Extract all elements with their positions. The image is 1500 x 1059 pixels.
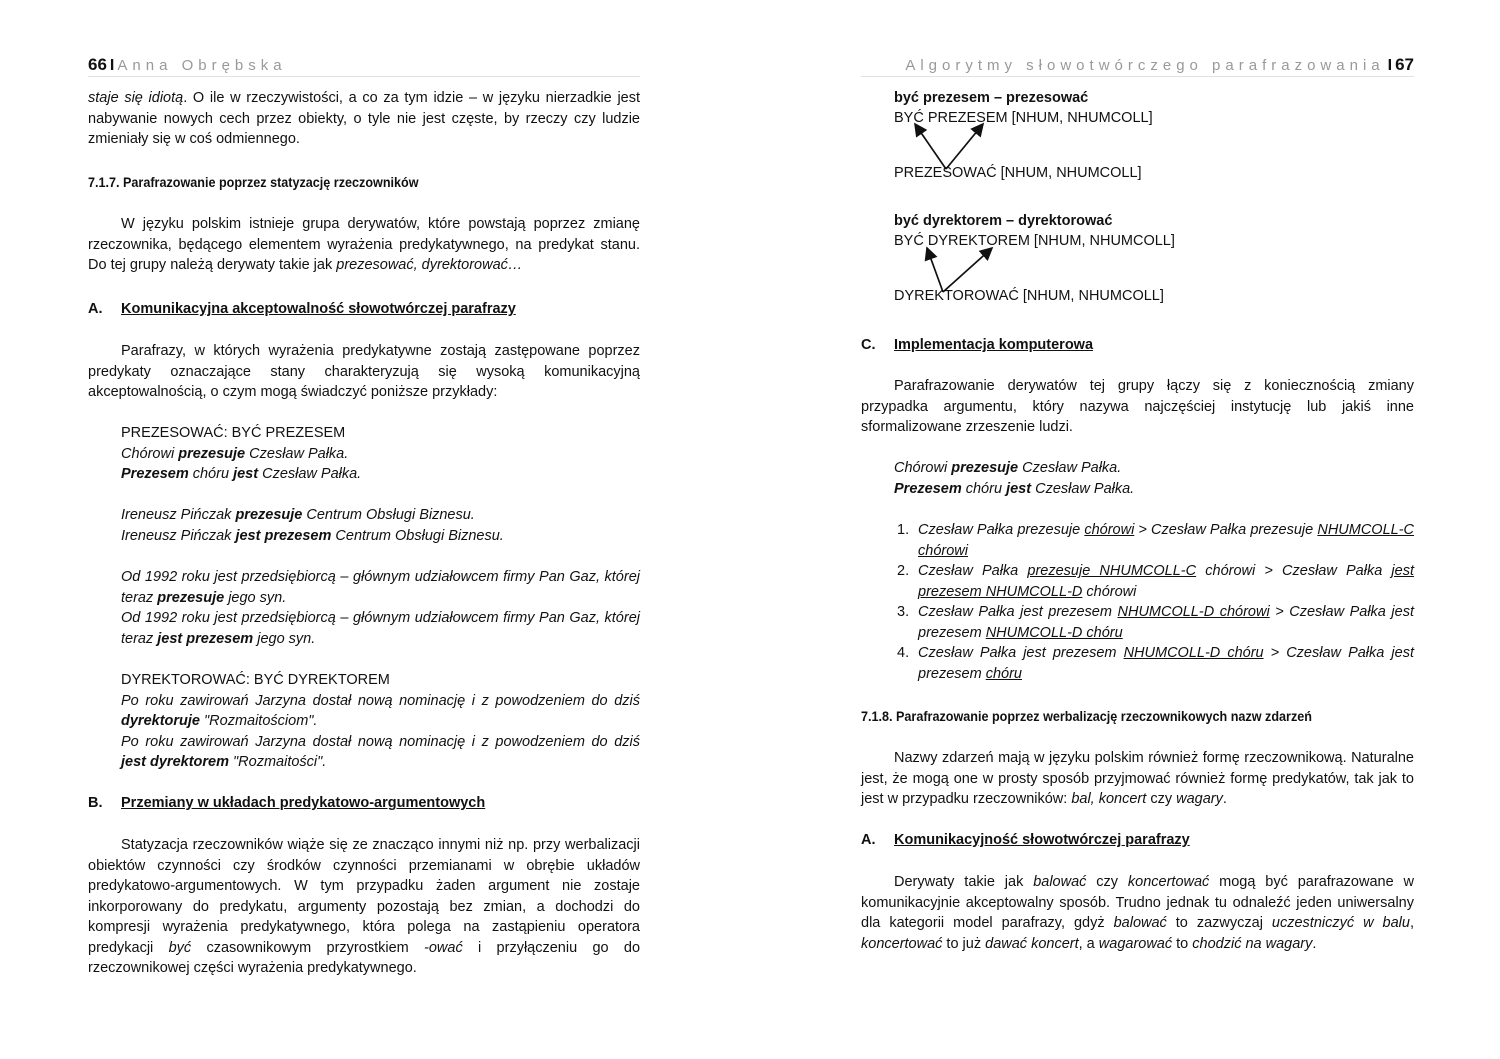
subsection-c-heading <box>861 335 1414 356</box>
example-text: Chórowi <box>894 460 952 476</box>
example-text: Ireneusz Pińczak <box>121 527 236 544</box>
paragraph-b <box>88 835 640 979</box>
italic-text: wagary <box>1176 791 1223 807</box>
list-text: Czesław Pałka jest prezesem <box>918 645 1124 661</box>
body-text: to zazwyczaj <box>1166 915 1272 931</box>
list-text: > Czesław Pałka prezesuje <box>1134 522 1318 538</box>
list-number: 4. <box>897 645 910 661</box>
example-block-2 <box>88 505 640 546</box>
derivation-diagram-2 <box>861 211 1281 311</box>
subsection-title: Komunikacyjna akceptowalność słowotwórczej parafrazy <box>121 301 516 317</box>
example-text: "Rozmaitości". <box>229 754 327 770</box>
example-text: Centrum Obsługi Biznesu. <box>331 527 504 544</box>
running-head-author: Anna Obrębska <box>117 57 287 74</box>
subsection-a-heading <box>88 299 640 320</box>
list-text: chórowi <box>1082 583 1137 600</box>
body-text: to <box>1172 935 1193 952</box>
underlined-text: NHUMCOLL-C chórowi <box>918 522 1415 559</box>
italic-text: koncertować <box>1127 874 1210 890</box>
body-text: czy <box>1146 791 1177 807</box>
bold-term: prezesuje <box>951 460 1019 476</box>
underlined-text: NHUMCOLL-D chórowi <box>1117 604 1270 620</box>
subsection-letter: A. <box>88 301 103 317</box>
diagram-source: BYĆ PREZESEM [NHUM, NHUMCOLL] <box>894 110 1153 126</box>
page-number: 66 <box>88 55 107 74</box>
subsection-letter: A. <box>861 832 876 848</box>
underlined-text: chórowi <box>1084 522 1135 538</box>
italic-text: -ować <box>424 939 463 956</box>
body-text: to już <box>942 935 986 952</box>
italic-text: uczestniczyć w balu <box>1271 915 1410 931</box>
list-number: 2. <box>897 563 910 579</box>
subsection-letter: B. <box>88 795 103 811</box>
example-text: jego syn. <box>253 630 316 647</box>
body-text: . <box>1222 791 1227 807</box>
body-text: , <box>1409 915 1414 931</box>
subsection-b-heading <box>88 793 640 814</box>
right-page <box>861 0 1414 1059</box>
example-heading: PREZESOWAĆ: BYĆ PREZESEM <box>121 425 346 441</box>
subsection-title: Przemiany w układach predykatowo-argumentowych <box>121 795 486 811</box>
example-text: Ireneusz Pińczak <box>121 507 236 523</box>
body-text: czasownikowym przyrostkiem <box>191 939 425 956</box>
diagram-source: BYĆ DYREKTOREM [NHUM, NHUMCOLL] <box>894 233 1175 249</box>
example-text: Czesław Pałka. <box>258 466 362 482</box>
bold-term: Prezesem <box>894 480 962 497</box>
example-text: "Rozmaitościom". <box>199 713 318 729</box>
list-item <box>897 561 1414 602</box>
example-heading: DYREKTOROWAĆ: BYĆ DYREKTOREM <box>121 672 390 688</box>
list-item <box>897 520 1414 561</box>
page-header <box>88 54 640 77</box>
body-text: i przyłączeniu go do rzeczownikowej części wyrażenia predykatywnego. <box>88 939 641 976</box>
paragraph-e <box>861 872 1414 954</box>
example-text: Chórowi <box>121 445 179 462</box>
list-text: > Czesław Pałka jest prezesem <box>918 604 1414 641</box>
section-heading-7-1-8: 7.1.8. Parafrazowanie poprzez werbalizację rzeczownikowych nazw zdarzeń <box>861 708 1312 724</box>
italic-text: balować <box>1113 915 1167 931</box>
list-text: Czesław Pałka jest prezesem <box>918 604 1118 620</box>
body-text: W języku polskim istnieje grupa derywatów, które powstają poprzez zmianę rzeczownika, będącego elementem wyrażenia predykatywnego, na predykat stanu. Do tej grupy należą derywaty takie jak <box>88 216 640 273</box>
header-separator: I <box>109 57 115 74</box>
italic-text: chodzić na wagary <box>1192 935 1313 952</box>
bold-term: Prezesem <box>121 466 189 482</box>
left-page <box>88 0 640 1059</box>
list-text: Czesław Pałka <box>918 563 1028 579</box>
example-block-3 <box>88 567 640 649</box>
italic-text: dawać koncert <box>985 935 1079 952</box>
italic-text: balować <box>1033 874 1087 890</box>
subsection-title: Implementacja komputerowa <box>894 337 1094 353</box>
example-text: Po roku zawirowań Jarzyna dostał nową nominację i z powodzeniem do dziś <box>121 692 640 709</box>
list-text: > Czesław Pałka jest prezesem <box>918 645 1414 682</box>
list-item <box>897 643 1414 684</box>
paragraph-d <box>861 748 1414 810</box>
example-text: Czesław Pałka. <box>1031 480 1135 497</box>
subsection-title: Komunikacyjność słowotwórczej parafrazy <box>894 832 1190 848</box>
example-text: Czesław Pałka. <box>245 445 349 462</box>
paragraph-continuation <box>88 88 640 150</box>
bold-term: dyrektoruje <box>121 713 200 729</box>
bold-term: prezesuje <box>178 445 246 462</box>
example-text: chóru <box>188 466 234 482</box>
list-number: 3. <box>897 604 910 620</box>
list-text: chórowi > Czesław Pałka <box>1196 563 1392 579</box>
example-block-4 <box>88 670 640 773</box>
example-block <box>861 458 1414 499</box>
diagram-derivative: DYREKTOROWAĆ [NHUM, NHUMCOLL] <box>894 288 1164 304</box>
example-text: Od 1992 roku jest przedsiębiorcą – głównym udziałowcem firmy Pan Gaz, której teraz <box>121 569 640 606</box>
example-text: Centrum Obsługi Biznesu. <box>302 507 475 523</box>
italic-text: staje się idiotą <box>88 90 184 106</box>
bold-term: jest dyrektorem <box>121 754 229 770</box>
bold-term: jest prezesem <box>157 630 254 647</box>
section-heading-7-1-7: 7.1.7. Parafrazowanie poprzez statyzację rzeczowników <box>88 174 419 190</box>
underlined-text: jest prezesem NHUMCOLL-D <box>918 563 1414 600</box>
body-text: . O ile w rzeczywistości, a co za tym idzie – w języku nierzadkie jest nabywanie nowych cech przez obiekty, o tyle nie jest częste, by rzeczy czy ludzie zmieniały się w coś odmiennego. <box>88 90 641 147</box>
bold-term: jest <box>233 466 259 482</box>
body-text: . <box>1312 935 1317 952</box>
underlined-text: NHUMCOLL-D chóru <box>985 624 1123 641</box>
diagram-title: być prezesem – prezesować <box>894 90 1089 106</box>
paragraph-intro <box>88 214 640 276</box>
subsection-a-heading <box>861 830 1414 851</box>
italic-text: być <box>168 939 192 956</box>
diagram-title: być dyrektorem – dyrektorować <box>894 213 1113 229</box>
subsection-letter: C. <box>861 337 876 353</box>
example-text: Czesław Pałka. <box>1018 460 1122 476</box>
bold-term: prezesuje <box>235 507 303 523</box>
body-text: Derywaty takie jak <box>894 874 1034 890</box>
example-text: chóru <box>961 480 1007 497</box>
body-text: Nazwy zdarzeń mają w języku polskim również formę rzeczownikową. Naturalne jest, że mogą one w prosty sposób przyjmować również formę predykatów, tak jak to jest w przypadku rzeczowników: <box>861 750 1414 807</box>
italic-text: bal, koncert <box>1071 791 1147 807</box>
example-block-1 <box>88 423 640 485</box>
numbered-list <box>897 520 1414 684</box>
underlined-text: chóru <box>985 665 1022 682</box>
paragraph-a: Parafrazy, w których wyrażenia predykatywne zostają zastępowane poprzez predykaty oznaczające stany charakteryzują się wysoką komunikacyjną akceptowalnością, o czym mogą świadczyć poniższe przykłady: <box>88 343 640 400</box>
underlined-text: prezesuje NHUMCOLL-C <box>1027 563 1197 579</box>
italic-text: wagarować <box>1098 935 1173 952</box>
body-text: , a <box>1078 935 1099 952</box>
bold-term: prezesuje <box>157 589 225 606</box>
bold-term: jest prezesem <box>235 527 332 544</box>
example-text: Po roku zawirowań Jarzyna dostał nową nominację i z powodzeniem do dziś <box>121 733 640 750</box>
body-text: Statyzacja rzeczowników wiąże się ze znacząco innymi niż np. przy werbalizacji obiektów czynności czy środków czynności przemianami w obrębie układów predykatowo-argumentowych. W tym przypadku żaden argument nie zostaje inkorporowany do predykatu, argumenty pozostają bez zmian, a dochodzi do kompresji wyrażenia predykatywnego, która polega na zastąpieniu operatora predykacji <box>88 837 640 956</box>
italic-text: koncertować <box>861 935 943 952</box>
list-item <box>897 602 1414 643</box>
diagram-derivative: PREZESOWAĆ [NHUM, NHUMCOLL] <box>894 165 1142 181</box>
page-number: 67 <box>1395 55 1414 74</box>
header-separator: I <box>1387 57 1393 74</box>
italic-text: prezesować, dyrektorować… <box>336 257 523 273</box>
list-number: 1. <box>897 522 910 538</box>
page-header <box>861 54 1414 77</box>
running-head-title: Algorytmy słowotwórczego parafrazowania <box>905 57 1385 74</box>
bold-term: jest <box>1006 480 1032 497</box>
list-text: Czesław Pałka prezesuje <box>918 522 1085 538</box>
example-text: jego syn. <box>224 589 287 606</box>
derivation-diagram-1 <box>861 88 1281 188</box>
underlined-text: NHUMCOLL-D chóru <box>1123 645 1264 661</box>
example-text: Od 1992 roku jest przedsiębiorcą – głównym udziałowcem firmy Pan Gaz, której teraz <box>121 610 640 647</box>
paragraph-c: Parafrazowanie derywatów tej grupy łączy się z koniecznością zmiany przypadka argumentu, który nazywa najczęściej instytucję lub jakiś inne sformalizowane zrzeszenie ludzi. <box>861 378 1414 435</box>
body-text: czy <box>1086 874 1128 890</box>
body-text: mogą być parafrazowane w komunikacyjnie akceptowalny sposób. Trudno jednak tu odnaleźć jeden uniwersalny dla kategorii model parafrazy, gdyż <box>861 874 1414 931</box>
